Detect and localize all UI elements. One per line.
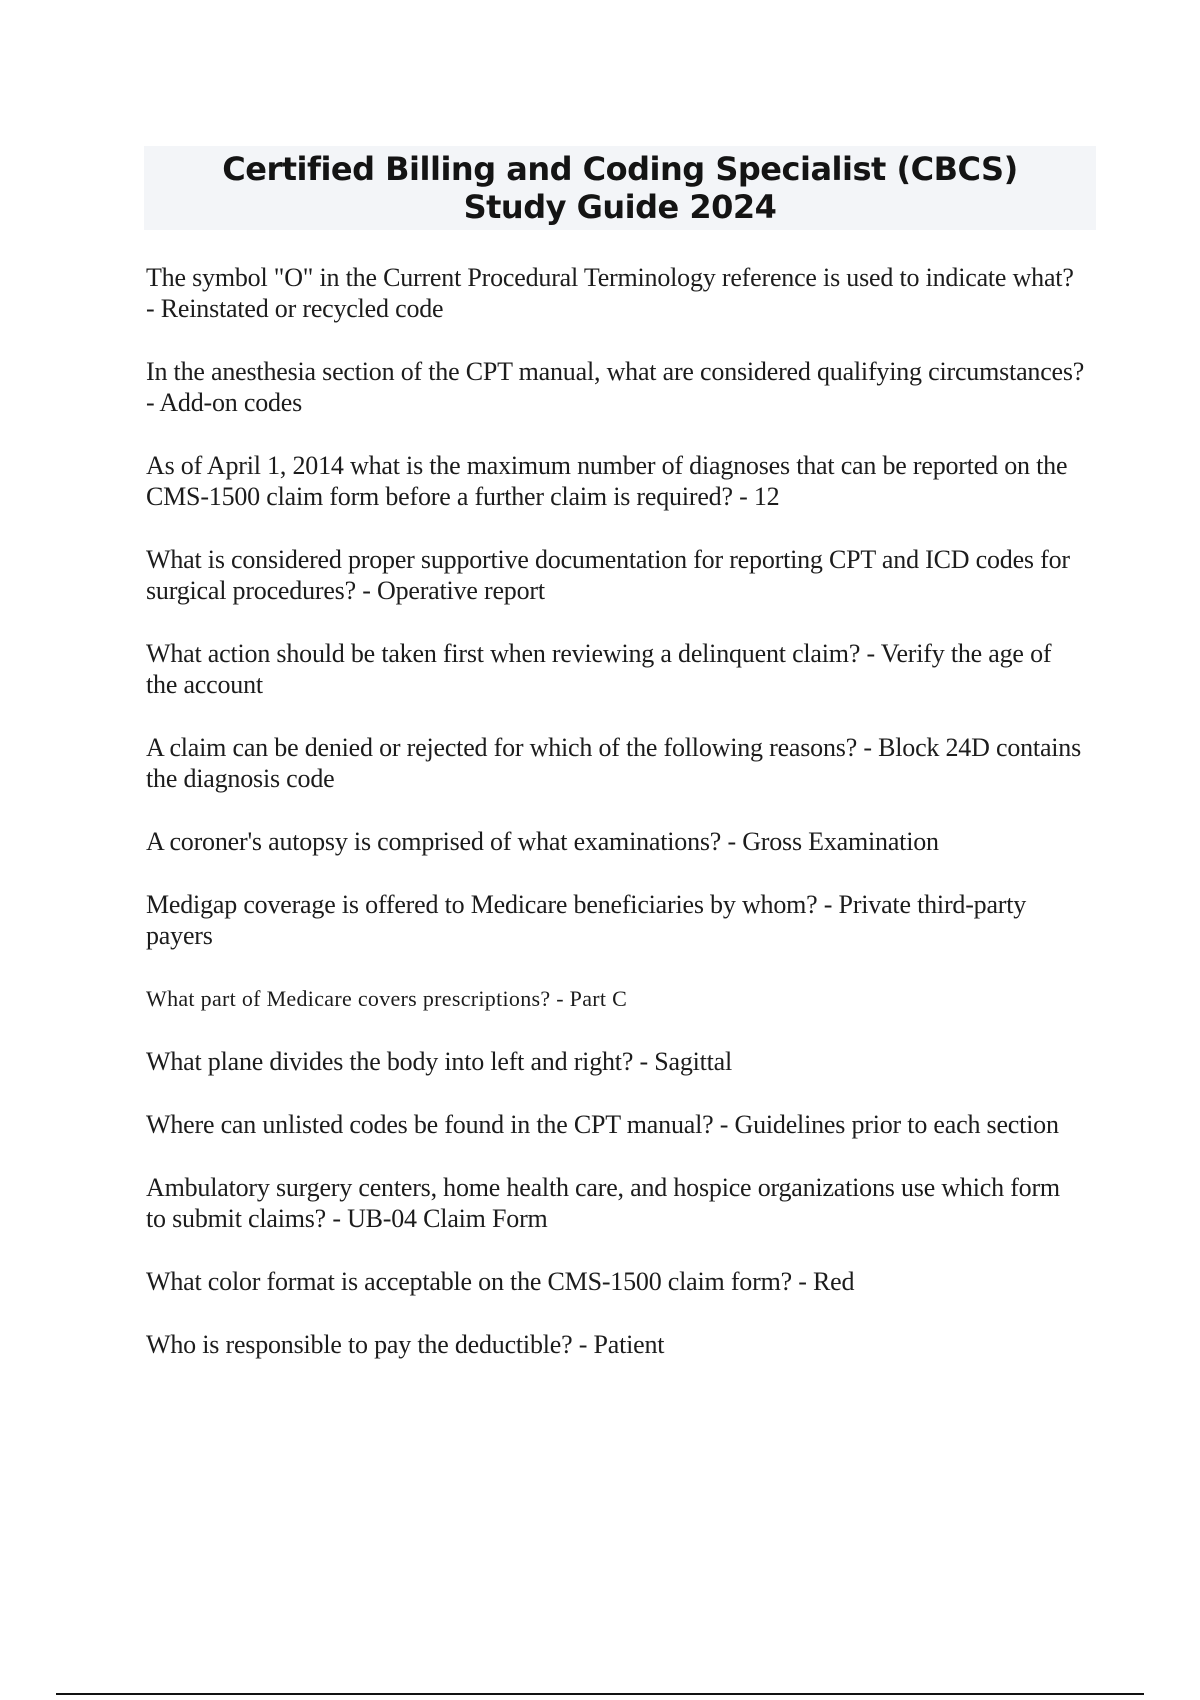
qa-item: Where can unlisted codes be found in the CPT manual? - Guidelines prior to each section xyxy=(146,1110,1059,1139)
qa-item: Who is responsible to pay the deductible? - Patient xyxy=(146,1330,665,1359)
qa-item: In the anesthesia section of the CPT manual, what are considered qualifying circumstances? - Add-on codes xyxy=(146,357,1085,417)
qa-item: Medigap coverage is offered to Medicare beneficiaries by whom? - Private third-party payers xyxy=(146,890,1027,950)
qa-item: What plane divides the body into left and right? - Sagittal xyxy=(146,1047,733,1076)
qa-item: A coroner's autopsy is comprised of what examinations? - Gross Examination xyxy=(146,827,939,856)
page-title: Certified Billing and Coding Specialist (CBCS) Study Guide 2024 xyxy=(222,150,1018,226)
qa-item: Ambulatory surgery centers, home health care, and hospice organizations use which form to submit claims? - UB-04 Claim Form xyxy=(146,1173,1060,1233)
qa-item: As of April 1, 2014 what is the maximum number of diagnoses that can be reported on the CMS-1500 claim form before a further claim is required? - 12 xyxy=(146,451,1068,511)
qa-item: What color format is acceptable on the CMS-1500 claim form? - Red xyxy=(146,1267,855,1296)
title-banner xyxy=(144,146,1096,230)
qa-item: What action should be taken first when reviewing a delinquent claim? - Verify the age of the account xyxy=(146,639,1052,699)
qa-item: What part of Medicare covers prescriptions? - Part C xyxy=(146,986,628,1011)
qa-item: What is considered proper supportive documentation for reporting CPT and ICD codes for surgical procedures? - Operative report xyxy=(146,545,1070,605)
qa-item: A claim can be denied or rejected for which of the following reasons? - Block 24D contains the diagnosis code xyxy=(146,733,1082,793)
qa-item: The symbol "O" in the Current Procedural Terminology reference is used to indicate what? - Reinstated or recycled code xyxy=(146,263,1074,323)
qa-list xyxy=(146,262,1086,1392)
footer-divider xyxy=(56,1693,1144,1695)
